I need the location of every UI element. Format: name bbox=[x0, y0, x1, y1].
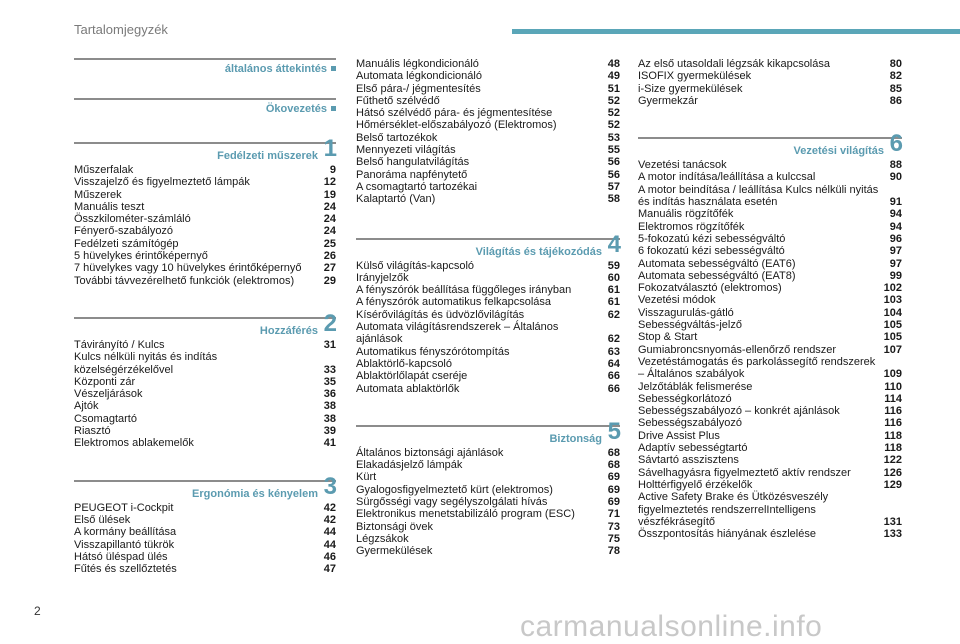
toc-entry-page: 129 bbox=[883, 478, 902, 491]
watermark-text: carmanualsonline.info bbox=[520, 610, 823, 643]
toc-entry[interactable] bbox=[638, 282, 902, 294]
toc-entry-title: Külső világítás-kapcsoló bbox=[356, 259, 475, 272]
toc-entry[interactable] bbox=[638, 58, 902, 70]
toc-entry-page: 88 bbox=[889, 159, 902, 172]
toc-entry[interactable] bbox=[356, 496, 620, 508]
toc-entry-page: 103 bbox=[883, 294, 902, 307]
toc-entry-title: 5-fokozatú kézi sebességváltó bbox=[638, 232, 786, 245]
toc-entry-title: A csomagtartó tartozékai bbox=[356, 180, 478, 193]
toc-entry[interactable] bbox=[356, 70, 620, 82]
toc-entry-page: 36 bbox=[323, 388, 336, 401]
toc-entry-page: 35 bbox=[323, 375, 336, 388]
toc-entry-page: 94 bbox=[889, 208, 902, 221]
section-title: Hozzáférés bbox=[259, 324, 318, 337]
toc-entry[interactable] bbox=[356, 321, 620, 346]
toc-entry[interactable] bbox=[356, 346, 620, 358]
toc-entry[interactable] bbox=[638, 417, 902, 429]
toc-entry-title: Holttérfigyelő érzékelők bbox=[638, 478, 753, 491]
toc-entry[interactable] bbox=[356, 107, 620, 119]
toc-list-driving bbox=[638, 159, 902, 540]
toc-entry-title: Műszerfalak bbox=[74, 164, 134, 176]
toc-entry-page: 63 bbox=[607, 345, 620, 358]
toc-entry-title: Panoráma napfénytető bbox=[356, 168, 468, 181]
toc-entry[interactable] bbox=[74, 526, 336, 538]
toc-entry-title: Drive Assist Plus bbox=[638, 429, 720, 442]
toc-entry-page: 25 bbox=[323, 237, 336, 250]
toc-entry-page: 105 bbox=[883, 319, 902, 332]
toc-entry-page: 47 bbox=[323, 563, 336, 576]
toc-entry-page: 126 bbox=[883, 466, 902, 479]
toc-entry-title: Sebességkorlátozó bbox=[638, 392, 732, 405]
toc-entry-page: 44 bbox=[323, 538, 336, 551]
section-title: Ökovezetés bbox=[265, 103, 327, 115]
toc-entry[interactable] bbox=[638, 344, 902, 356]
toc-entry-page: 105 bbox=[883, 331, 902, 344]
toc-entry-page: 9 bbox=[329, 164, 336, 176]
toc-entry[interactable] bbox=[638, 405, 902, 417]
toc-entry-title: PEUGEOT i-Cockpit bbox=[74, 501, 174, 514]
toc-entry-page: 97 bbox=[889, 257, 902, 270]
toc-entry-page: 61 bbox=[607, 284, 620, 297]
toc-entry-title: Fűthető szélvédő bbox=[356, 94, 440, 107]
toc-entry[interactable] bbox=[356, 370, 620, 382]
toc-entry-title: Kísérővilágítás és üdvözlővilágítás bbox=[356, 308, 525, 321]
toc-entry-title: Gumiabroncsnyomás-ellenőrző rendszer bbox=[638, 343, 837, 356]
toc-entry[interactable] bbox=[74, 213, 336, 225]
toc-entry-title: A fényszórók beállítása függőleges irányban bbox=[356, 284, 572, 297]
section-header-eco-driving bbox=[74, 98, 336, 120]
toc-entry-page: 62 bbox=[607, 308, 620, 321]
toc-entry-title: Manuális rögzítőfék bbox=[638, 208, 734, 221]
toc-entry[interactable] bbox=[356, 284, 620, 296]
toc-entry[interactable] bbox=[356, 508, 620, 520]
toc-entry-page: 51 bbox=[607, 82, 620, 95]
toc-entry-page: 118 bbox=[884, 429, 902, 442]
toc-entry[interactable] bbox=[638, 221, 902, 233]
section-title: Világítás és tájékozódás bbox=[475, 245, 602, 258]
toc-entry[interactable] bbox=[638, 208, 902, 220]
toc-entry-title: Belső tartozékok bbox=[356, 131, 438, 144]
toc-entry-title: Automata sebességváltó (EAT6) bbox=[638, 257, 796, 270]
toc-entry-page: 29 bbox=[323, 274, 336, 287]
toc-entry-title: ISOFIX gyermekülések bbox=[638, 70, 752, 83]
toc-entry-title: Első ülések bbox=[74, 513, 131, 526]
toc-entry[interactable] bbox=[356, 447, 620, 459]
toc-entry-page: 24 bbox=[323, 200, 336, 213]
toc-entry[interactable] bbox=[74, 563, 336, 575]
page-number: 2 bbox=[34, 604, 41, 618]
toc-entry-page: 97 bbox=[889, 245, 902, 258]
toc-entry-page: 109 bbox=[883, 368, 902, 381]
toc-entry[interactable] bbox=[74, 425, 336, 437]
toc-entry-title: Stop & Start bbox=[638, 331, 698, 344]
toc-entry-page: 41 bbox=[323, 437, 336, 450]
toc-entry[interactable] bbox=[74, 502, 336, 514]
toc-entry-title: Sebességváltás-jelző bbox=[638, 319, 742, 332]
toc-entry[interactable] bbox=[638, 233, 902, 245]
toc-entry[interactable] bbox=[74, 351, 336, 376]
toc-entry[interactable] bbox=[356, 144, 620, 156]
toc-entry-page: 110 bbox=[884, 380, 902, 393]
toc-entry[interactable] bbox=[74, 176, 336, 188]
toc-entry-title: Automata sebességváltó (EAT8) bbox=[638, 269, 796, 282]
toc-entry-title: Riasztó bbox=[74, 425, 111, 438]
toc-entry[interactable] bbox=[638, 70, 902, 82]
toc-entry-title: Manuális teszt bbox=[74, 200, 145, 213]
toc-entry-page: 85 bbox=[889, 82, 902, 95]
toc-entry-page: 86 bbox=[889, 94, 902, 107]
toc-entry[interactable] bbox=[638, 307, 902, 319]
toc-entry-page: 78 bbox=[607, 545, 620, 558]
toc-entry[interactable] bbox=[638, 159, 902, 171]
toc-column-3 bbox=[638, 58, 902, 540]
toc-entry-title: Távirányító / Kulcs bbox=[74, 338, 165, 351]
toc-entry-page: 24 bbox=[323, 213, 336, 226]
toc-entry-page: 31 bbox=[323, 338, 336, 351]
toc-entry-page: 48 bbox=[607, 58, 620, 70]
toc-entry-title: Kulcs nélküli nyitás és indítás közelségérzékelővel bbox=[74, 351, 218, 376]
toc-entry-page: 73 bbox=[607, 520, 620, 533]
toc-entry-title: Elektromos rögzítőfék bbox=[638, 220, 745, 233]
toc-entry-title: A motor indítása/leállítása a kulccsal bbox=[638, 171, 816, 184]
toc-entry-title: Biztonsági övek bbox=[356, 520, 434, 533]
toc-entry-title: Elektromos ablakemelők bbox=[74, 437, 194, 450]
toc-entry-page: 69 bbox=[607, 483, 620, 496]
toc-entry-title: Mennyezeti világítás bbox=[356, 144, 456, 157]
toc-entry[interactable] bbox=[638, 454, 902, 466]
toc-entry-page: 42 bbox=[323, 513, 336, 526]
toc-entry-title: Központi zár bbox=[74, 375, 136, 388]
toc-entry[interactable] bbox=[638, 294, 902, 306]
toc-entry-page: 56 bbox=[607, 168, 620, 181]
toc-entry-page: 114 bbox=[884, 392, 902, 405]
toc-entry[interactable] bbox=[638, 528, 902, 540]
toc-entry-title: Sávelhagyásra figyelmeztető aktív rendszer bbox=[638, 466, 851, 479]
toc-entry-title: Sebességszabályozó bbox=[638, 417, 742, 430]
toc-entry-page: 46 bbox=[323, 550, 336, 563]
toc-entry-page: 39 bbox=[323, 425, 336, 438]
toc-entry-title: Fűtés és szellőztetés bbox=[74, 563, 177, 576]
toc-entry[interactable] bbox=[638, 95, 902, 107]
toc-entry-title: Vezetési módok bbox=[638, 294, 716, 307]
toc-entry-page: 55 bbox=[607, 144, 620, 157]
toc-entry[interactable] bbox=[74, 437, 336, 449]
section-title: Ergonómia és kényelem bbox=[192, 487, 318, 500]
toc-entry[interactable] bbox=[74, 262, 336, 274]
toc-entry-page: 104 bbox=[883, 306, 902, 319]
toc-entry[interactable] bbox=[638, 430, 902, 442]
toc-entry-page: 33 bbox=[323, 363, 336, 376]
toc-entry-title: 6 fokozatú kézi sebességváltó bbox=[638, 245, 785, 258]
toc-entry-title: Fedélzeti számítógép bbox=[74, 237, 179, 250]
toc-entry-page: 116 bbox=[884, 405, 902, 418]
toc-entry-title: Összpontosítás hiányának észlelése bbox=[638, 528, 816, 541]
toc-entry[interactable] bbox=[638, 245, 902, 257]
toc-entry-page: 68 bbox=[607, 446, 620, 459]
toc-entry-title: Ablaktörlő-kapcsoló bbox=[356, 357, 452, 370]
toc-entry-page: 91 bbox=[889, 196, 902, 209]
toc-entry-title: Jelzőtáblák felismerése bbox=[638, 380, 753, 393]
toc-list-safety bbox=[356, 447, 620, 558]
toc-entry[interactable] bbox=[638, 479, 902, 491]
toc-entry-page: 122 bbox=[883, 454, 902, 467]
section-header-safety bbox=[356, 417, 621, 447]
toc-entry-page: 61 bbox=[607, 296, 620, 309]
toc-column-1 bbox=[74, 58, 336, 575]
section-number: 3 bbox=[323, 472, 337, 500]
toc-entry-page: 52 bbox=[607, 94, 620, 107]
toc-entry-page: 75 bbox=[607, 532, 620, 545]
toc-entry-page: 62 bbox=[607, 333, 620, 346]
toc-entry[interactable] bbox=[638, 270, 902, 282]
toc-entry[interactable] bbox=[638, 171, 902, 183]
toc-entry[interactable] bbox=[74, 225, 336, 237]
section-header-ergonomics bbox=[74, 472, 337, 502]
toc-entry[interactable] bbox=[356, 83, 620, 95]
section-number: 1 bbox=[323, 135, 337, 162]
toc-list-instruments bbox=[74, 164, 336, 287]
toc-entry-title: Légzsákok bbox=[356, 532, 409, 545]
toc-entry-page: 66 bbox=[607, 370, 620, 383]
toc-entry-page: 52 bbox=[607, 119, 620, 132]
toc-entry[interactable] bbox=[638, 381, 902, 393]
toc-entry-title: 5 hüvelykes érintőképernyő bbox=[74, 250, 208, 263]
toc-entry[interactable] bbox=[638, 258, 902, 270]
section-header-access bbox=[74, 309, 337, 339]
toc-entry-title: Gyermekzár bbox=[638, 94, 698, 107]
toc-entry-page: 38 bbox=[323, 412, 336, 425]
toc-entry-page: 38 bbox=[323, 400, 336, 413]
toc-entry-page: 90 bbox=[889, 171, 902, 184]
toc-entry-title: Ablaktörlőlapát cseréje bbox=[356, 370, 468, 383]
section-number: 5 bbox=[607, 417, 621, 445]
toc-entry-page: 60 bbox=[607, 271, 620, 284]
toc-list-access bbox=[74, 339, 336, 450]
toc-entry-title: Irányjelzők bbox=[356, 271, 409, 284]
toc-entry-title: Ajtók bbox=[74, 400, 99, 413]
toc-entry-title: Belső hangulatvilágítás bbox=[356, 156, 470, 169]
toc-entry[interactable] bbox=[356, 260, 620, 272]
toc-entry-title: Első pára-/ jégmentesítés bbox=[356, 82, 481, 95]
toc-entry[interactable] bbox=[74, 164, 336, 176]
toc-entry-page: 133 bbox=[883, 528, 902, 541]
toc-entry-page: 66 bbox=[607, 382, 620, 395]
toc-entry[interactable] bbox=[74, 388, 336, 400]
toc-entry-page: 27 bbox=[323, 262, 336, 275]
toc-entry[interactable] bbox=[638, 393, 902, 405]
section-header-lighting bbox=[356, 230, 621, 260]
section-header-instruments bbox=[74, 135, 337, 164]
toc-entry-title: Active Safety Brake és Ütközésveszély figyelmeztetés rendszerrelIntelligens vészfékrásegítő bbox=[638, 491, 829, 528]
toc-list-comfort-continued bbox=[356, 58, 620, 206]
toc-entry-title: Fényerő-szabályozó bbox=[74, 225, 174, 238]
toc-entry-page: 94 bbox=[889, 220, 902, 233]
toc-entry[interactable] bbox=[356, 533, 620, 545]
toc-entry-page: 99 bbox=[889, 269, 902, 282]
section-title: Vezetési világítás bbox=[793, 145, 884, 158]
toc-entry-page: 42 bbox=[323, 501, 336, 514]
toc-entry-page: 52 bbox=[607, 107, 620, 120]
toc-entry[interactable] bbox=[638, 331, 902, 343]
toc-entry-page: 57 bbox=[607, 180, 620, 193]
toc-entry-title: 7 hüvelykes vagy 10 hüvelykes érintőképernyő bbox=[74, 262, 302, 275]
header-accent-bar bbox=[512, 29, 960, 34]
toc-entry-page: 69 bbox=[607, 496, 620, 509]
toc-entry-title: Vezetési tanácsok bbox=[638, 159, 727, 172]
toc-entry-title: A fényszórók automatikus felkapcsolása bbox=[356, 296, 552, 309]
section-title: Fedélzeti műszerek bbox=[217, 150, 318, 162]
toc-entry[interactable] bbox=[638, 491, 902, 528]
toc-list-ergonomics bbox=[74, 502, 336, 576]
toc-entry-title: Az első utasoldali légzsák kikapcsolása bbox=[638, 58, 830, 70]
toc-entry[interactable] bbox=[356, 119, 620, 131]
toc-entry-title: Sebességszabályozó – konkrét ajánlások bbox=[638, 405, 840, 418]
toc-entry-title: Visszapillantó tükrök bbox=[74, 538, 175, 551]
toc-entry[interactable] bbox=[356, 156, 620, 168]
toc-entry-title: Sürgősségi vagy segélyszolgálati hívás bbox=[356, 496, 548, 509]
toc-entry-title: Automata ablaktörlők bbox=[356, 382, 460, 395]
toc-entry[interactable] bbox=[74, 514, 336, 526]
toc-entry-title: Kürt bbox=[356, 471, 377, 484]
toc-entry[interactable] bbox=[638, 467, 902, 479]
toc-entry[interactable] bbox=[638, 442, 902, 454]
toc-entry-title: Automata világításrendszerek – Általános ajánlások bbox=[356, 321, 559, 346]
toc-entry[interactable] bbox=[74, 201, 336, 213]
toc-entry-title: Gyermekülések bbox=[356, 545, 433, 558]
toc-entry[interactable] bbox=[356, 181, 620, 193]
toc-entry[interactable] bbox=[74, 189, 336, 201]
toc-entry[interactable] bbox=[74, 539, 336, 551]
toc-entry-title: Hátsó szélvédő pára- és jégmentesítése bbox=[356, 107, 553, 120]
toc-entry[interactable] bbox=[74, 275, 336, 287]
toc-entry[interactable] bbox=[74, 413, 336, 425]
toc-entry-page: 71 bbox=[607, 508, 620, 521]
section-number: 6 bbox=[889, 130, 903, 158]
toc-entry[interactable] bbox=[356, 309, 620, 321]
toc-entry-page: 116 bbox=[884, 417, 902, 430]
toc-entry-page: 24 bbox=[323, 225, 336, 238]
toc-entry-page: 26 bbox=[323, 250, 336, 263]
toc-entry[interactable] bbox=[356, 193, 620, 205]
toc-list-lighting bbox=[356, 260, 620, 395]
toc-entry-title: Vészeljárások bbox=[74, 388, 143, 401]
toc-entry-title: Visszagurulás-gátló bbox=[638, 306, 734, 319]
toc-entry-title: Automatikus fényszórótompítás bbox=[356, 345, 510, 358]
toc-column-2 bbox=[356, 58, 620, 558]
toc-entry-title: Elakadásjelző lámpák bbox=[356, 459, 463, 472]
toc-entry-title: Visszajelző és figyelmeztető lámpák bbox=[74, 176, 250, 189]
toc-entry-page: 56 bbox=[607, 156, 620, 169]
toc-entry[interactable] bbox=[356, 471, 620, 483]
toc-entry[interactable] bbox=[638, 319, 902, 331]
toc-entry[interactable] bbox=[74, 551, 336, 563]
toc-list-safety-continued bbox=[638, 58, 902, 107]
toc-entry-title: További távvezérelhető funkciók (elektromos) bbox=[74, 274, 295, 287]
toc-entry-page: 96 bbox=[889, 232, 902, 245]
toc-entry-page: 68 bbox=[607, 459, 620, 472]
page-header-title: Tartalomjegyzék bbox=[74, 22, 168, 37]
toc-entry-page: 82 bbox=[889, 70, 902, 83]
toc-entry-title: A motor beindítása / leállítása Kulcs nélküli nyitás és indítás használata esetén bbox=[638, 183, 879, 209]
toc-entry[interactable] bbox=[74, 238, 336, 250]
toc-entry-title: Összkilométer-számláló bbox=[74, 213, 191, 226]
toc-entry-page: 49 bbox=[607, 70, 620, 83]
toc-entry[interactable] bbox=[356, 272, 620, 284]
toc-entry[interactable] bbox=[356, 484, 620, 496]
toc-entry[interactable] bbox=[74, 400, 336, 412]
toc-entry-page: 64 bbox=[607, 357, 620, 370]
toc-entry-page: 53 bbox=[607, 131, 620, 144]
toc-entry-page: 44 bbox=[323, 526, 336, 539]
section-header-driving bbox=[638, 130, 903, 159]
square-bullet-icon bbox=[331, 66, 336, 71]
toc-entry[interactable] bbox=[74, 250, 336, 262]
toc-entry-page: 69 bbox=[607, 471, 620, 484]
toc-entry-page: 59 bbox=[607, 259, 620, 272]
section-header-overview bbox=[74, 58, 336, 80]
toc-entry-title: Manuális légkondicionáló bbox=[356, 58, 479, 70]
toc-entry[interactable] bbox=[356, 169, 620, 181]
toc-entry-title: Elektronikus menetstabilizáló program (ESC) bbox=[356, 508, 575, 521]
toc-entry[interactable] bbox=[356, 95, 620, 107]
toc-entry[interactable] bbox=[74, 376, 336, 388]
toc-entry-title: Hátsó üléspad ülés bbox=[74, 550, 168, 563]
toc-entry[interactable] bbox=[74, 339, 336, 351]
toc-entry-title: Fokozatválasztó (elektromos) bbox=[638, 282, 782, 295]
toc-entry-page: 107 bbox=[883, 343, 902, 356]
toc-entry-page: 80 bbox=[889, 58, 902, 70]
square-bullet-icon bbox=[331, 106, 336, 111]
toc-entry-title: Műszerek bbox=[74, 188, 122, 201]
toc-entry-title: Általános biztonsági ajánlások bbox=[356, 446, 504, 459]
toc-entry-title: i-Size gyermekülések bbox=[638, 82, 743, 95]
section-title: Biztonság bbox=[549, 432, 602, 445]
toc-entry-title: Automata légkondicionáló bbox=[356, 70, 482, 83]
toc-entry-title: Csomagtartó bbox=[74, 412, 137, 425]
toc-entry[interactable] bbox=[356, 521, 620, 533]
toc-entry-page: 102 bbox=[883, 282, 902, 295]
toc-entry[interactable] bbox=[638, 83, 902, 95]
toc-entry-page: 58 bbox=[607, 193, 620, 206]
toc-entry[interactable] bbox=[356, 358, 620, 370]
toc-entry-title: Adaptív sebességtartó bbox=[638, 442, 748, 455]
toc-entry[interactable] bbox=[356, 383, 620, 395]
toc-entry[interactable] bbox=[638, 184, 902, 209]
section-number: 4 bbox=[607, 230, 621, 258]
section-title: általános áttekintés bbox=[224, 63, 327, 75]
toc-entry-title: A kormány beállítása bbox=[74, 526, 177, 539]
toc-entry-title: Kalaptartó (Van) bbox=[356, 193, 436, 206]
toc-entry-title: Vezetéstámogatás és parkolássegítő rendszerek – Általános szabályok bbox=[638, 355, 876, 381]
toc-entry[interactable] bbox=[356, 58, 620, 70]
toc-entry-page: 19 bbox=[323, 188, 336, 201]
toc-entry-page: 131 bbox=[883, 515, 902, 528]
toc-entry[interactable] bbox=[356, 296, 620, 308]
toc-entry[interactable] bbox=[356, 132, 620, 144]
toc-entry[interactable] bbox=[356, 459, 620, 471]
toc-entry-page: 118 bbox=[884, 442, 902, 455]
toc-entry-title: Gyalogosfigyelmeztető kürt (elektromos) bbox=[356, 483, 553, 496]
section-number: 2 bbox=[323, 309, 337, 337]
toc-entry-title: Sávtartó asszisztens bbox=[638, 454, 739, 467]
toc-entry[interactable] bbox=[356, 545, 620, 557]
toc-entry[interactable] bbox=[638, 356, 902, 381]
toc-entry-title: Hőmérséklet-előszabályozó (Elektromos) bbox=[356, 119, 557, 132]
toc-entry-page: 12 bbox=[323, 176, 336, 189]
